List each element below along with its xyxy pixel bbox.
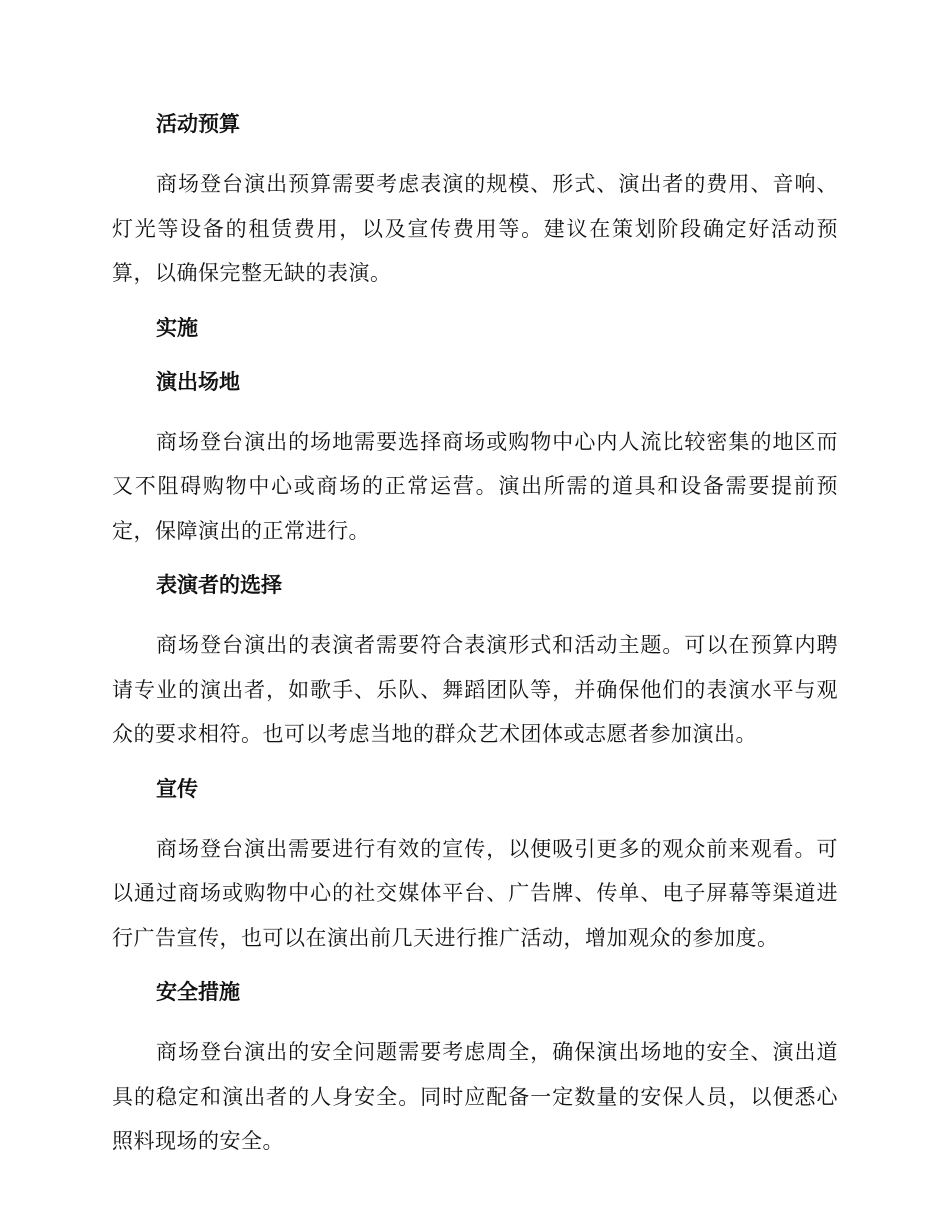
section-heading: 表演者的选择 [156,573,282,597]
section-paragraph: 商场登台演出预算需要考虑表演的规模、形式、演出者的费用、音响、灯光等设备的租赁费用，以及宣传费用等。建议在策划阶段确定好活动预算，以确保完整无缺的表演。 [112,172,838,285]
section-budget [112,108,838,296]
section-heading: 活动预算 [156,112,240,136]
section-performers [112,569,838,757]
section-paragraph: 商场登台演出的场地需要选择商场或购物中心内人流比较密集的地区而又不阻碍购物中心或商场的正常运营。演出所需的道具和设备需要提前预定，保障演出的正常进行。 [112,429,838,543]
section-heading: 安全措施 [156,980,240,1004]
section-paragraph: 商场登台演出需要进行有效的宣传，以便吸引更多的观众前来观看。可以通过商场或购物中心的社交媒体平台、广告牌、传单、电子屏幕等渠道进行广告宣传，也可以在演出前几天进行推广活动，增加观众的参加度。 [112,836,838,950]
section-heading: 宣传 [156,776,198,801]
section-promotion [112,773,838,961]
section-safety [112,976,838,1164]
section-implementation [112,312,838,344]
section-heading: 实施 [156,315,198,340]
section-paragraph: 商场登台演出的安全问题需要考虑周全，确保演出场地的安全、演出道具的稳定和演出者的人身安全。同时应配备一定数量的安保人员，以便悉心照料现场的安全。 [112,1040,838,1153]
section-paragraph: 商场登台演出的表演者需要符合表演形式和活动主题。可以在预算内聘请专业的演出者，如歌手、乐队、舞蹈团队等，并确保他们的表演水平与观众的要求相符。也可以考虑当地的群众艺术团体或志愿者参加演出。 [112,633,838,746]
section-heading: 演出场地 [156,369,240,394]
section-venue [112,366,838,554]
